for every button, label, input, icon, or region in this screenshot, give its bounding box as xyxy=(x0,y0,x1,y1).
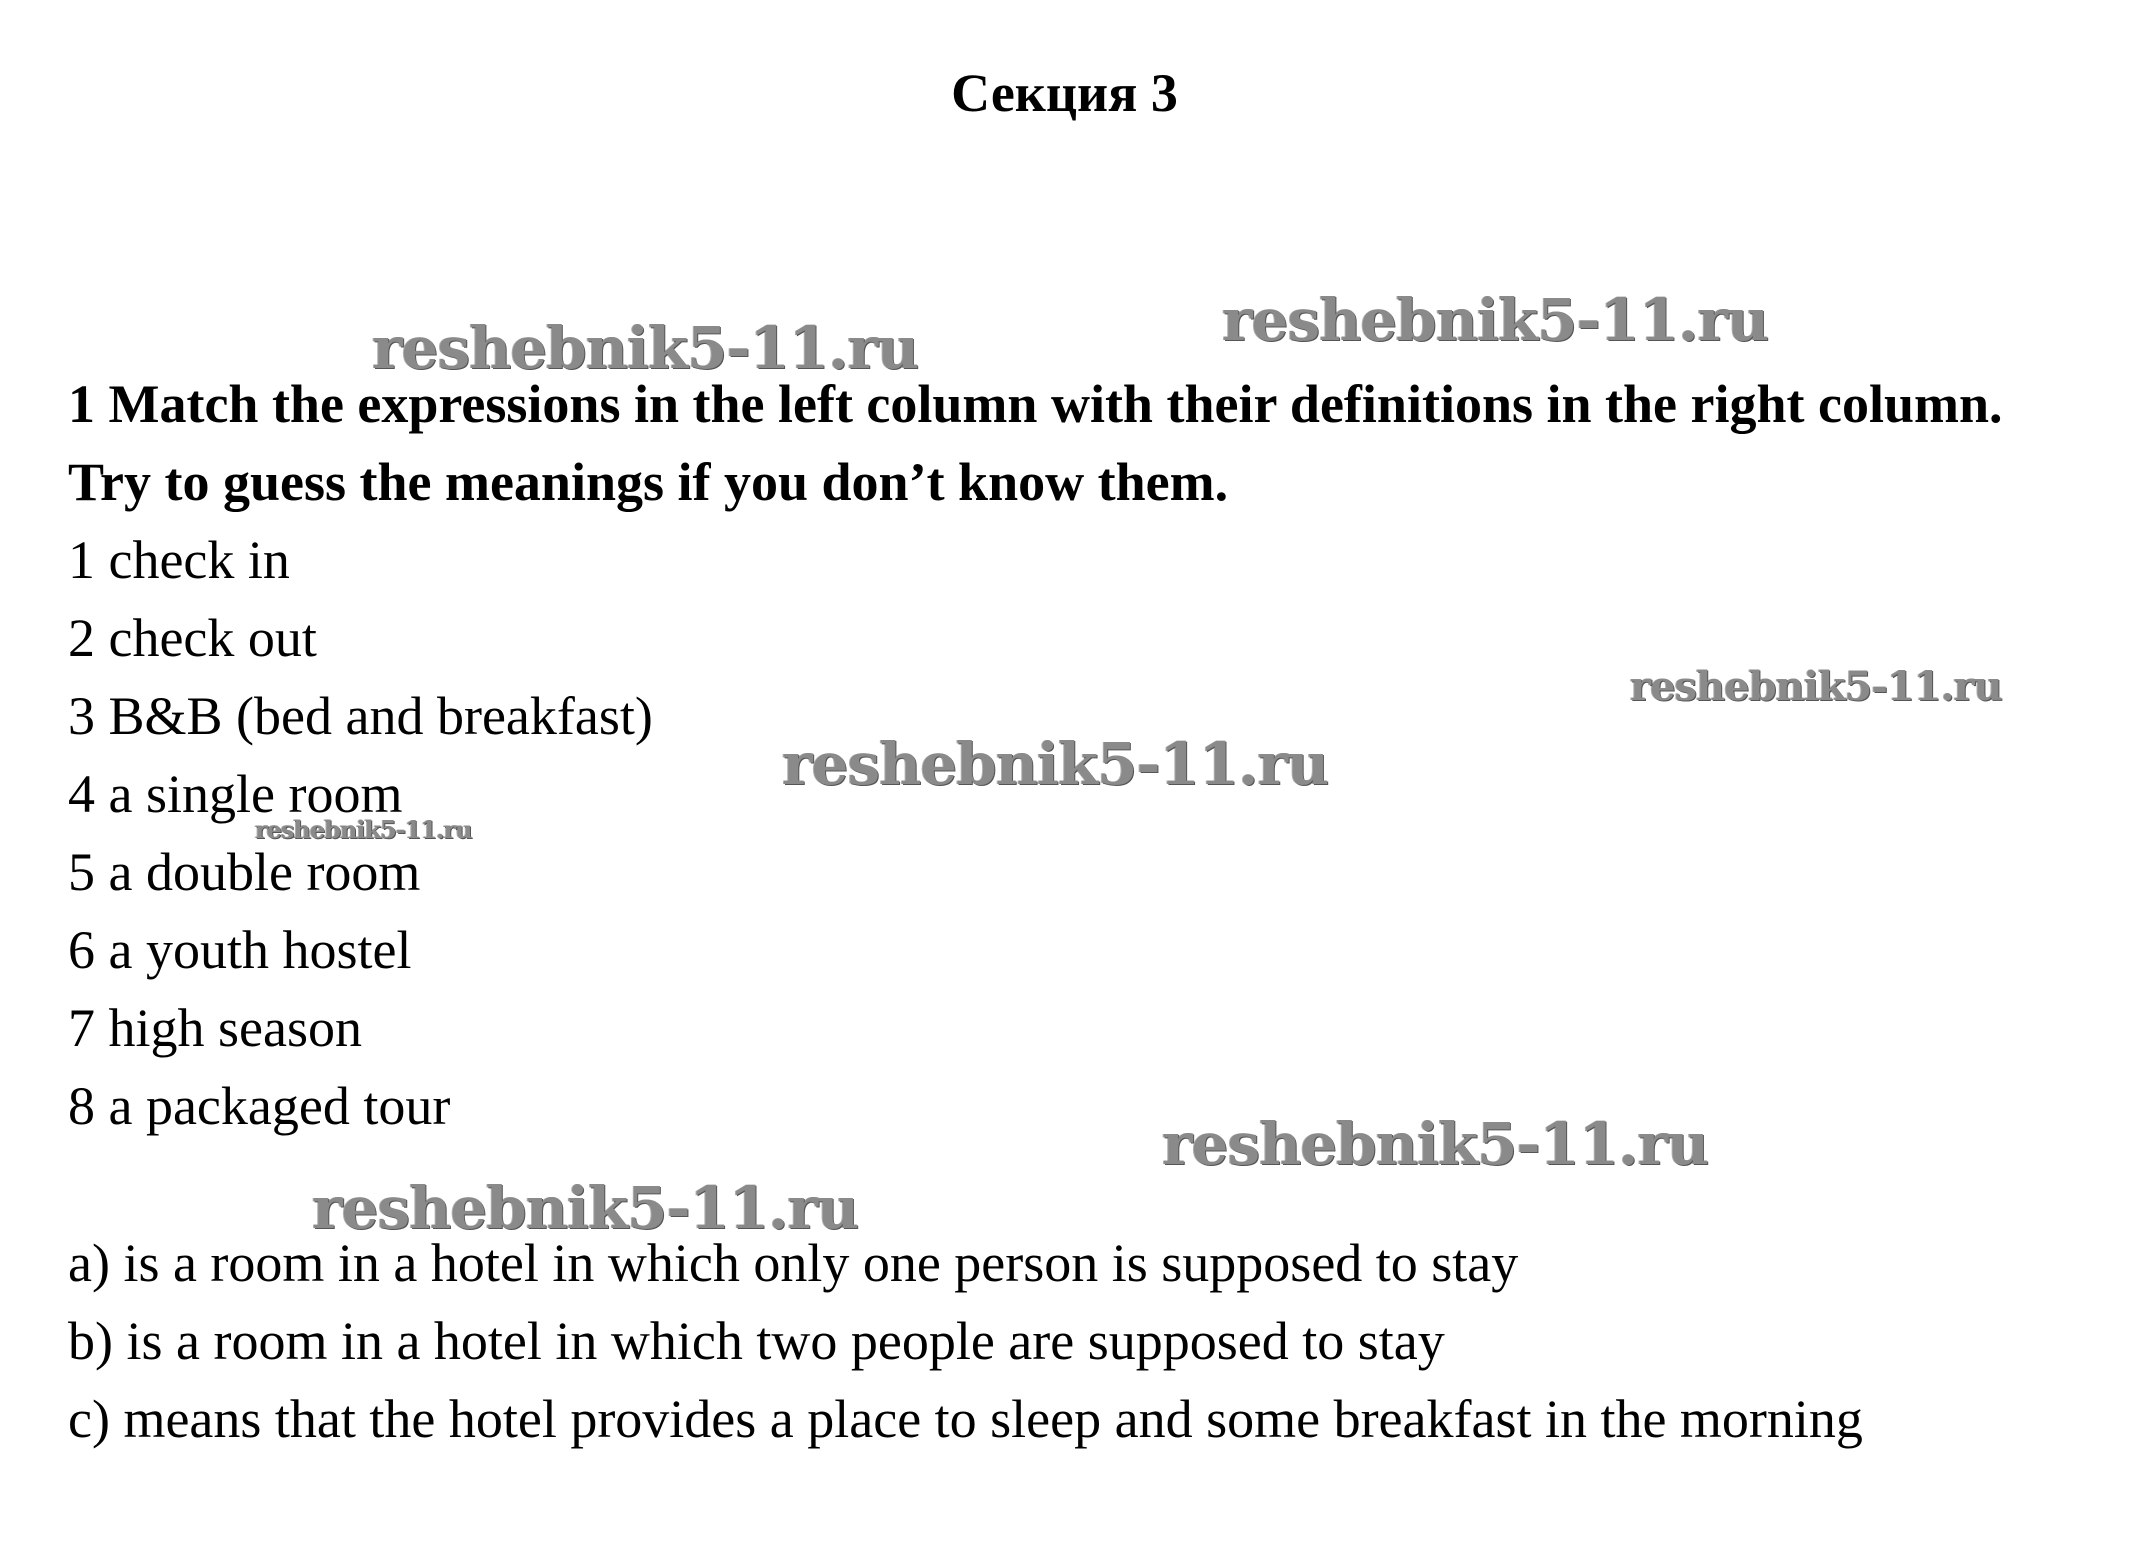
expression-item: 5 a double room xyxy=(68,842,421,902)
expression-item: 3 B&B (bed and breakfast) xyxy=(68,686,653,746)
watermark: reshebnik5-11.ru xyxy=(1162,1110,1709,1178)
expression-item: 4 a single room xyxy=(68,764,403,824)
definition-item: a) is a room in a hotel in which only one person is supposed to stay xyxy=(68,1233,1519,1293)
watermark: reshebnik5-11.ru xyxy=(255,815,472,844)
expression-item: 8 a packaged tour xyxy=(68,1076,451,1136)
task-instruction: 1 Match the expressions in the left column with their definitions in the right column. Try to guess the meanings if you don’t know them. xyxy=(68,374,2003,512)
definition-item: b) is a room in a hotel in which two people are supposed to stay xyxy=(68,1311,1445,1371)
section-title: Секция 3 xyxy=(951,63,1178,123)
expression-item: 1 check in xyxy=(68,530,290,590)
definitions-list xyxy=(68,1224,1863,1458)
watermark: reshebnik5-11.ru xyxy=(782,730,1329,798)
expression-item: 2 check out xyxy=(68,608,317,668)
expression-item: 7 high season xyxy=(68,998,362,1058)
expression-item: 6 a youth hostel xyxy=(68,920,412,980)
watermark: reshebnik5-11.ru xyxy=(1630,663,2002,710)
watermark: reshebnik5-11.ru xyxy=(1222,286,1769,354)
watermark: reshebnik5-11.ru xyxy=(312,1174,859,1242)
watermark: reshebnik5-11.ru xyxy=(372,314,919,382)
definition-item: c) means that the hotel provides a place to sleep and some breakfast in the morning xyxy=(68,1389,1863,1449)
